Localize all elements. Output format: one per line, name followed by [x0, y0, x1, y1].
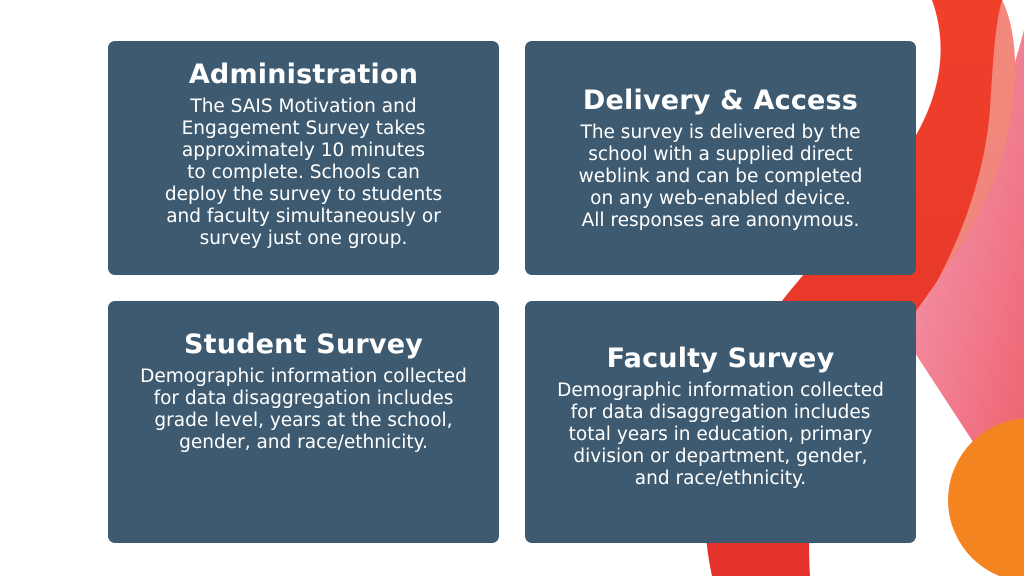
faculty-survey-body: Demographic information collected for data disaggregation includes total years in education, primary division or department, gender, and race/ethnicity. — [557, 379, 884, 489]
faculty-survey-card — [525, 301, 916, 543]
delivery-access-card — [525, 41, 916, 275]
student-survey-body: Demographic information collected for data disaggregation includes grade level, years at the school, gender, and race/ethnicity. — [140, 365, 467, 453]
faculty-survey-title: Faculty Survey — [606, 342, 835, 374]
student-survey-title: Student Survey — [183, 328, 424, 360]
administration-card — [108, 41, 499, 275]
orange-circle-shape — [948, 418, 1024, 576]
student-survey-card — [108, 301, 499, 543]
administration-title: Administration — [188, 58, 419, 90]
administration-body: The SAIS Motivation and Engagement Survey takes approximately 10 minutes to complete. Schools can deploy the survey to students and faculty simultaneously or survey just one group. — [164, 95, 443, 249]
delivery-access-title: Delivery & Access — [582, 84, 859, 116]
delivery-access-body: The survey is delivered by the school with a supplied direct weblink and can be completed on any web-enabled device. All responses are anonymous. — [578, 121, 863, 231]
